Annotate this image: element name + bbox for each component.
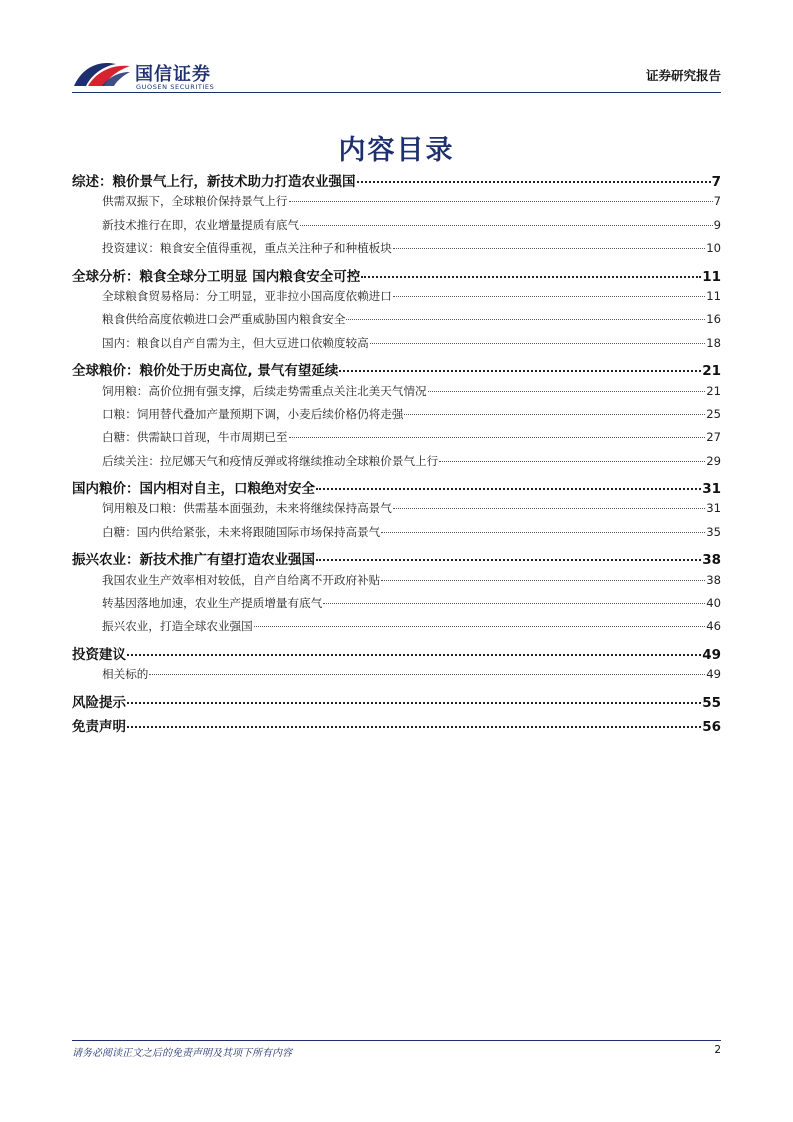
- toc-section-entry[interactable]: [72, 690, 721, 714]
- toc-leader-dots: [149, 674, 705, 675]
- toc-entry-title: 饲用粮及口粮：供需基本面强劲，未来将继续保持高景气: [102, 501, 392, 516]
- toc-entry-title: 相关标的: [102, 667, 149, 682]
- guosen-logo: [72, 56, 272, 90]
- toc-entry-page-number: 49: [702, 646, 721, 663]
- toc-leader-dots: [316, 559, 701, 561]
- toc-entry-title: 新技术推行在即，农业增量提质有底气: [102, 217, 300, 232]
- toc-entry-title: 白糖：国内供给紧张，未来将跟随国际市场保持高景气: [102, 524, 381, 539]
- footer-disclaimer-note: 请务必阅读正文之后的免责声明及其项下所有内容: [72, 1048, 292, 1059]
- toc-entry-page-number: 10: [706, 241, 721, 256]
- page-title: 内容目录: [338, 135, 455, 166]
- toc-entry-page-number: 21: [702, 363, 721, 380]
- toc-entry-page-number: 35: [706, 524, 721, 539]
- toc-section-entry[interactable]: [72, 264, 721, 288]
- toc-entry-title: 免责声明: [72, 718, 126, 735]
- toc-entry-page-number: 25: [706, 406, 721, 421]
- toc-leader-dots: [357, 181, 711, 183]
- toc-subsection-entry[interactable]: [72, 453, 721, 476]
- toc-entry-title: 振兴农业，打造全球农业强国: [102, 619, 253, 634]
- toc-leader-dots: [381, 532, 705, 533]
- toc-entry-title: 我国农业生产效率相对较低，自产自给离不开政府补贴: [102, 572, 381, 587]
- toc-entry-title: 全球粮价：粮价处于历史高位, 景气有望延续: [72, 363, 339, 380]
- toc-entry-title: 风险提示: [72, 694, 126, 711]
- toc-entry-title: 后续关注：拉尼娜天气和疫情反弹或将继续推动全球粮价景气上行: [102, 453, 439, 468]
- toc-subsection-entry[interactable]: [72, 618, 721, 641]
- toc-entry-page-number: 38: [706, 572, 721, 587]
- toc-entry-title: 白糖：供需缺口首现，牛市周期已至: [102, 430, 288, 445]
- toc-section-entry[interactable]: [72, 169, 721, 193]
- toc-leader-dots: [393, 508, 705, 509]
- page-header: [72, 50, 721, 94]
- toc-leader-dots: [300, 225, 713, 226]
- toc-leader-dots: [316, 488, 701, 490]
- toc-entry-page-number: 56: [702, 718, 721, 735]
- toc-leader-dots: [393, 248, 705, 249]
- toc-subsection-entry[interactable]: [72, 240, 721, 263]
- toc-section-entry[interactable]: [72, 642, 721, 666]
- toc-leader-dots: [127, 702, 701, 704]
- toc-section-entry[interactable]: [72, 358, 721, 382]
- toc-subsection-entry[interactable]: [72, 429, 721, 452]
- toc-leader-dots: [323, 603, 705, 604]
- toc-entry-title: 转基因落地加速，农业生产提质增量有底气: [102, 596, 323, 611]
- toc-entry-page-number: 7: [713, 194, 721, 209]
- toc-entry-page-number: 11: [706, 288, 721, 303]
- toc-entry-page-number: 40: [706, 596, 721, 611]
- toc-leader-dots: [404, 414, 705, 415]
- toc-subsection-entry[interactable]: [72, 500, 721, 523]
- toc-entry-page-number: 18: [706, 335, 721, 350]
- page-number: 2: [714, 1044, 721, 1056]
- toc-entry-page-number: 7: [711, 174, 721, 190]
- toc-entry-page-number: 55: [702, 694, 721, 711]
- toc-entry-title: 口粮：饲用替代叠加产量预期下调，小麦后续价格仍将走强: [102, 406, 404, 421]
- toc-leader-dots: [439, 461, 705, 462]
- toc-entry-title: 饲用粮：高价位拥有强支撑，后续走势需重点关注北美天气情况: [102, 383, 427, 398]
- brand-name-en: GUOSEN SECURITIES: [136, 83, 215, 91]
- toc-leader-dots: [393, 296, 705, 297]
- toc-entry-title: 供需双振下，全球粮价保持景气上行: [102, 194, 288, 209]
- toc-leader-dots: [346, 319, 705, 320]
- toc-entry-page-number: 9: [713, 217, 721, 232]
- toc-entry-page-number: 29: [706, 453, 721, 468]
- toc-entry-title: 投资建议: [72, 646, 126, 663]
- toc-leader-dots: [127, 726, 701, 728]
- footer-divider: [72, 1040, 721, 1041]
- toc-section-entry[interactable]: [72, 476, 721, 500]
- header-divider: [72, 92, 721, 93]
- toc-entry-title: 全球分析：粮食全球分工明显 国内粮食安全可控: [72, 268, 361, 285]
- toc-subsection-entry[interactable]: [72, 595, 721, 618]
- toc-entry-page-number: 46: [706, 619, 721, 634]
- toc-entry-title: 国内：粮食以自产自需为主，但大豆进口依赖度较高: [102, 335, 369, 350]
- toc-entry-page-number: 16: [706, 312, 721, 327]
- toc-subsection-entry[interactable]: [72, 524, 721, 547]
- toc-entry-page-number: 11: [702, 268, 721, 285]
- toc-leader-dots: [428, 391, 706, 392]
- toc-leader-dots: [127, 654, 701, 656]
- toc-entry-title: 综述：粮价景气上行，新技术助力打造农业强国: [72, 174, 356, 190]
- toc-subsection-entry[interactable]: [72, 406, 721, 429]
- toc-entry-title: 粮食供给高度依赖进口会严重威胁国内粮食安全: [102, 312, 346, 327]
- toc-subsection-entry[interactable]: [72, 666, 721, 689]
- toc-leader-dots: [339, 370, 701, 372]
- toc-entry-page-number: 21: [706, 383, 721, 398]
- toc-entry-title: 全球粮食贸易格局：分工明显，亚非拉小国高度依赖进口: [102, 288, 392, 303]
- toc-subsection-entry[interactable]: [72, 217, 721, 240]
- toc-entry-title: 投资建议：粮食安全值得重视，重点关注种子和种植板块: [102, 241, 392, 256]
- toc-subsection-entry[interactable]: [72, 311, 721, 334]
- toc-leader-dots: [381, 580, 705, 581]
- brand-name-cn: 国信证券: [135, 64, 211, 85]
- toc-subsection-entry[interactable]: [72, 335, 721, 358]
- toc-entry-title: 振兴农业：新技术推广有望打造农业强国: [72, 552, 315, 569]
- toc-entry-page-number: 38: [702, 552, 721, 569]
- toc-subsection-entry[interactable]: [72, 383, 721, 406]
- toc-entry-page-number: 31: [706, 501, 721, 516]
- toc-subsection-entry[interactable]: [72, 572, 721, 595]
- toc-entry-page-number: 27: [706, 430, 721, 445]
- toc-entry-page-number: 49: [706, 667, 721, 682]
- toc-entry-title: 国内粮价：国内相对自主，口粮绝对安全: [72, 481, 315, 498]
- guosen-logo-icon: [72, 56, 132, 90]
- toc-subsection-entry[interactable]: [72, 193, 721, 216]
- toc-leader-dots: [370, 343, 706, 344]
- toc-entry-page-number: 31: [702, 481, 721, 498]
- toc-leader-dots: [254, 626, 706, 627]
- toc-leader-dots: [289, 437, 706, 438]
- report-type-label: 证券研究报告: [645, 68, 721, 83]
- toc-leader-dots: [289, 201, 713, 202]
- toc-leader-dots: [361, 276, 701, 278]
- toc-section-entry[interactable]: [72, 547, 721, 571]
- toc-section-entry[interactable]: [72, 714, 721, 738]
- table-of-contents: [72, 169, 721, 738]
- toc-subsection-entry[interactable]: [72, 288, 721, 311]
